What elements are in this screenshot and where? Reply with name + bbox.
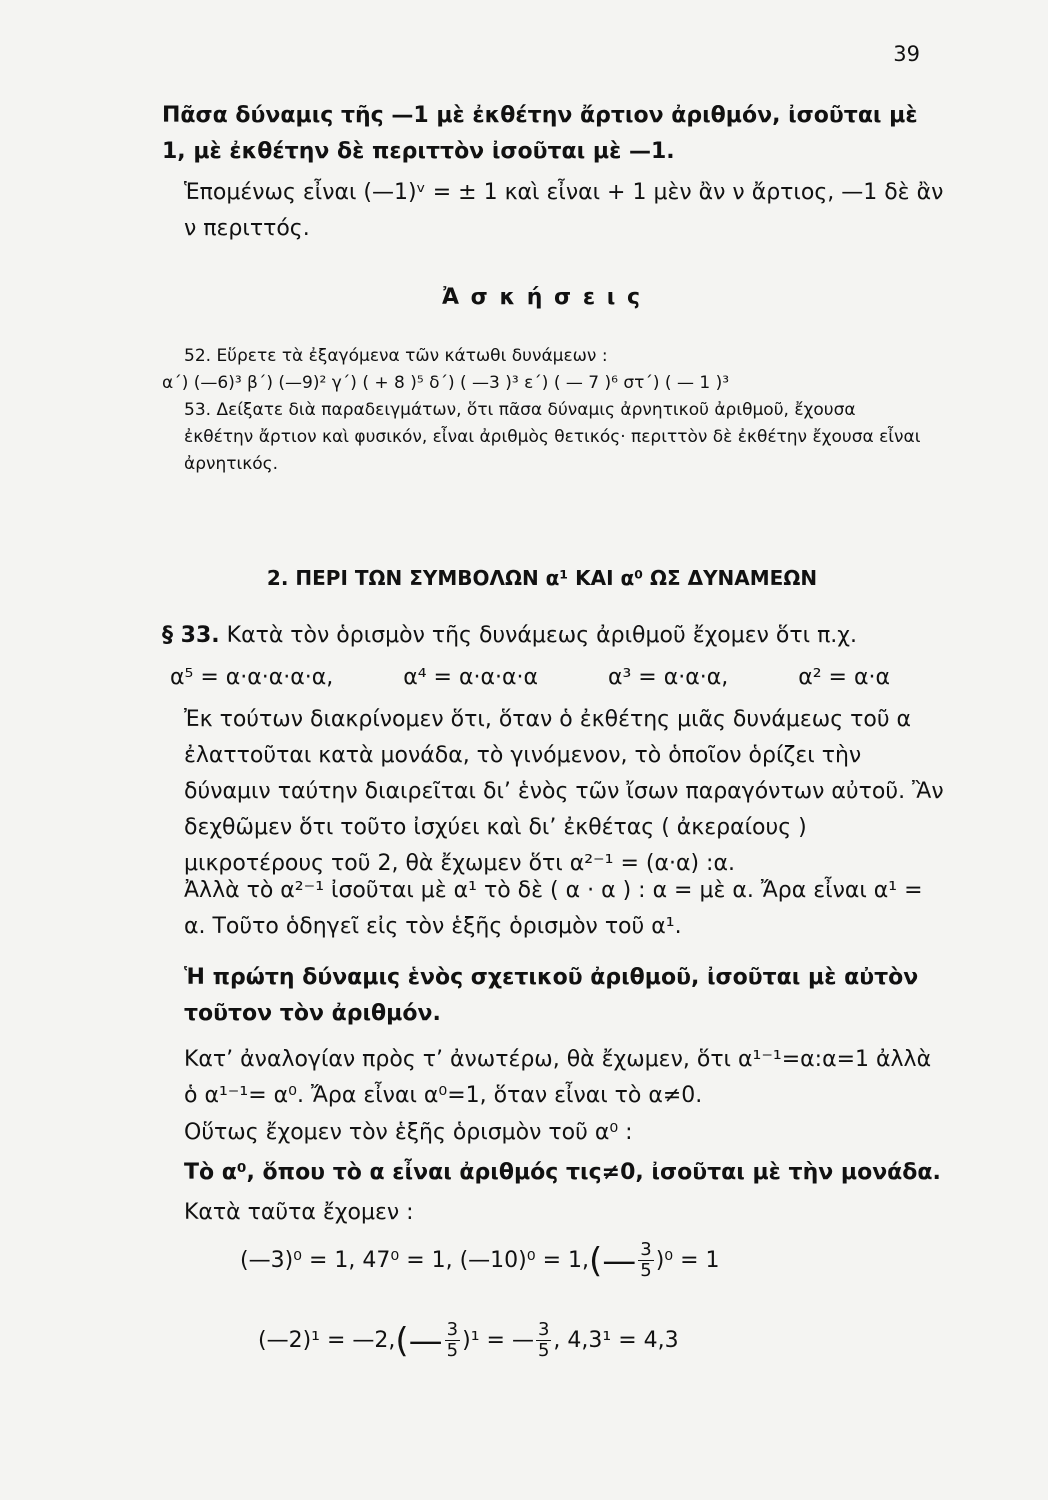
fraction-denominator: 5 [640, 1260, 652, 1281]
definition-zero-power: Τὸ α⁰, ὅπου τὸ α εἶναι ἀριθμός τις≠0, ἰσοῦται μὲ τὴν μονάδα. [184, 1160, 941, 1185]
powers-row [170, 660, 890, 696]
rule-statement: Πᾶσα δύναμις τῆς —1 μὲ ἐκθέτην ἄρτιον ἀριθμόν, ἰσοῦται μὲ 1, μὲ ἐκθέτην δὲ περιττὸν ἰσοῦται μὲ —1. [162, 103, 918, 164]
paragraph-3: Κατ’ ἀναλογίαν πρὸς τ’ ἀνωτέρω, θὰ ἔχωμεν, ὅτι α¹⁻¹=α:α=1 ἀλλὰ ὁ α¹⁻¹= α⁰. Ἄρα εἶναι α⁰=1, ὅταν εἶναι τὸ α≠0. [184, 1047, 932, 1108]
fraction [638, 1240, 653, 1281]
example-line-1 [240, 1240, 860, 1281]
paren-close-2: )¹ = — [462, 1327, 534, 1353]
fraction-3-numerator: 3 [537, 1319, 550, 1340]
fraction-2-numerator: 3 [446, 1319, 459, 1340]
exercise-52-text: 52. Εὕρετε τὰ ἐξαγόμενα τῶν κάτωθι δυνάμεων : [184, 346, 608, 366]
page-number: 39 [893, 42, 920, 66]
para-mark: § 33. [162, 623, 220, 648]
exercise-52-items: α΄) (—6)³ β΄) (—9)² γ΄) ( + 8 )⁵ δ΄) ( —3 )³ ε΄) ( — 7 )⁶ στ΄) ( — 1 )³ [162, 373, 730, 393]
consequence-text: Ἑπομένως εἶναι (—1)ᵛ = ± 1 καὶ εἶναι + 1 μὲν ἂν ν ἄρτιος, —1 δὲ ἂν ν περιττός. [184, 180, 944, 241]
fraction-2 [445, 1320, 460, 1361]
example-decimal-power: , 4,3¹ = 4,3 [553, 1327, 679, 1353]
paren-close-result: )⁰ = 1 [655, 1247, 720, 1273]
exercise-53-text: 53. Δείξατε διὰ παραδειγμάτων, ὅτι πᾶσα δύναμις ἀρνητικοῦ ἀριθμοῦ, ἔχουσα ἐκθέτην ἄρτιον καὶ φυσικόν, εἶναι ἀριθμὸς θετικός· περιττὸν δὲ ἐκθέτην ἔχουσα εἶναι ἀρνητικός. [184, 400, 921, 474]
fraction-2-denominator: 5 [446, 1340, 459, 1361]
exercise-52 [162, 343, 922, 478]
para-33 [162, 618, 922, 654]
section-title: 2. ΠΕΡΙ ΤΩΝ ΣΥΜΒΟΛΩΝ α¹ ΚΑΙ α⁰ ΩΣ ΔΥΝΑΜΕΩΝ [266, 566, 818, 590]
paragraph-2: Ἀλλὰ τὸ α²⁻¹ ἰσοῦται μὲ α¹ τὸ δὲ ( α · α ) : α = μὲ α. Ἄρα εἶναι α¹ = α. Τοῦτο ὁδηγεῖ εἰς τὸν ἑξῆς ὁρισμὸν τοῦ α¹. [184, 878, 923, 939]
power-3: α³ = α·α·α, [607, 665, 729, 690]
para-33-intro: Κατὰ τὸν ὁρισμὸν τῆς δυνάμεως ἀριθμοῦ ἔχομεν ὅτι π.χ. [226, 623, 858, 648]
paren-open-2: (— [395, 1320, 443, 1361]
examples-zero-powers: (—3)⁰ = 1, 47⁰ = 1, (—10)⁰ = 1, [240, 1247, 589, 1273]
paragraph-5: Κατὰ ταῦτα ἔχομεν : [184, 1200, 414, 1225]
paren-open: (— [589, 1240, 637, 1281]
example-first-power: (—2)¹ = —2, [258, 1327, 396, 1353]
paragraph-4: Οὕτως ἔχομεν τὸν ἑξῆς ὁρισμὸν τοῦ α⁰ : [184, 1120, 633, 1145]
power-5: α⁵ = α·α·α·α·α, [170, 665, 334, 690]
definition-first-power: Ἡ πρώτη δύναμις ἑνὸς σχετικοῦ ἀριθμοῦ, ἰσοῦται μὲ αὐτὸν τοῦτον τὸν ἀριθμόν. [184, 965, 919, 1026]
example-line-2 [258, 1320, 878, 1361]
fraction-3-denominator: 5 [537, 1340, 550, 1361]
exercises-heading: Ἀ σ κ ή σ ε ι ς [441, 285, 643, 310]
paragraph-1: Ἐκ τούτων διακρίνομεν ὅτι, ὅταν ὁ ἐκθέτης μιᾶς δυνάμεως τοῦ α ἐλαττοῦται κατὰ μονάδα, τὸ γινόμενον, τὸ ὁποῖον ὁρίζει τὴν δύναμιν ταύτην διαιρεῖται δι’ ἑνὸς τῶν ἴσων παραγόντων αὐτοῦ. Ἂν δεχθῶμεν ὅτι τοῦτο ἰσχύει καὶ δι’ ἐκθέτας ( ἀκεραίους ) μικροτέρους τοῦ 2, θὰ ἔχωμεν ὅτι α²⁻¹ = (α·α) :α. [184, 707, 944, 876]
power-4: α⁴ = α·α·α·α [403, 665, 538, 690]
power-2: α² = α·α [798, 665, 890, 690]
fraction-3 [536, 1320, 551, 1361]
fraction-numerator: 3 [640, 1239, 652, 1260]
